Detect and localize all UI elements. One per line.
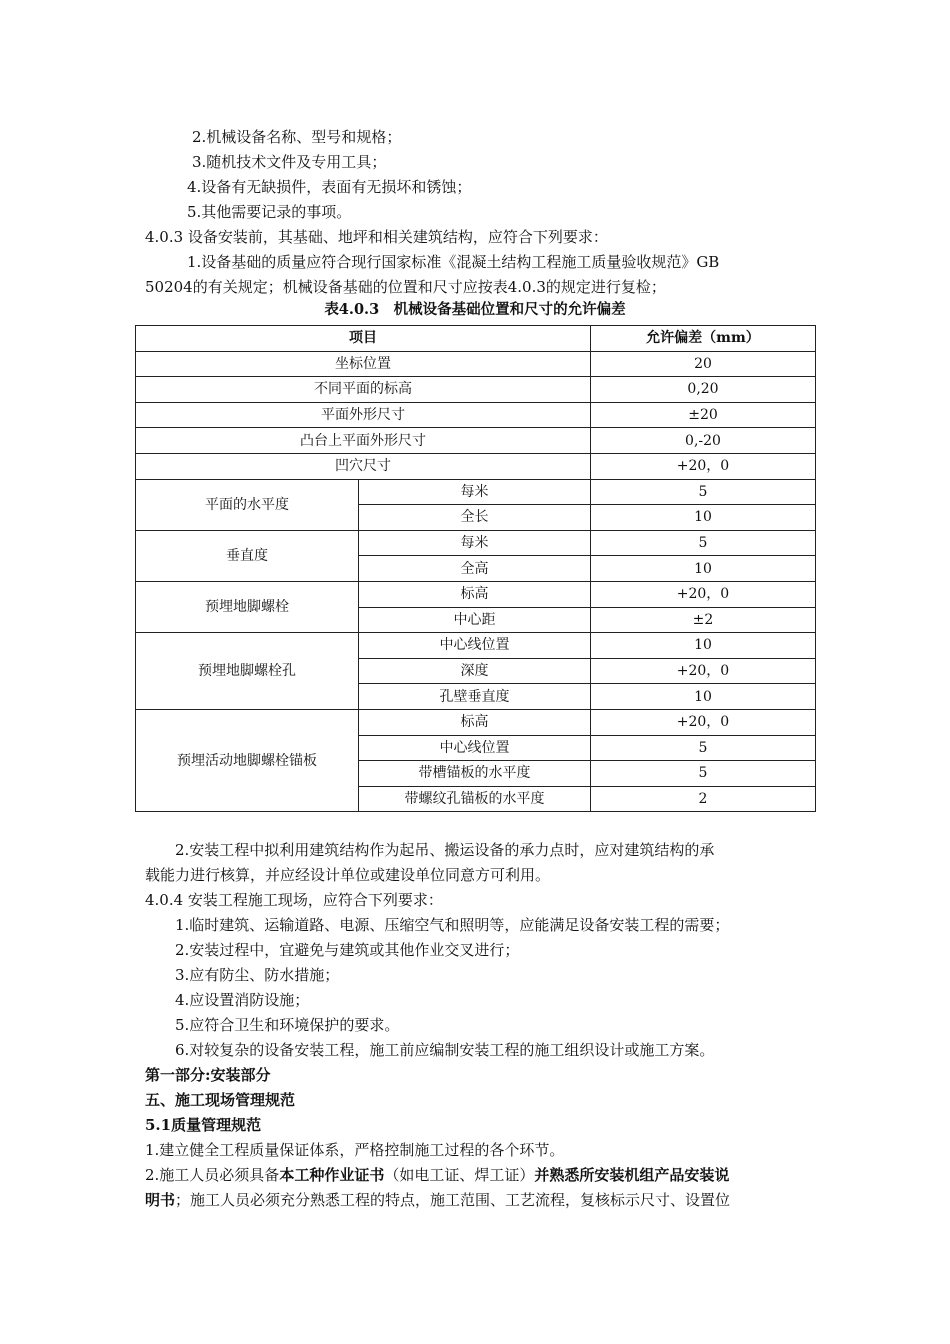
rule-2-prefix: 2.施工人员必须具备 xyxy=(145,1166,280,1184)
sub-item: 深度 xyxy=(359,658,591,684)
row-value: 5 xyxy=(591,479,816,505)
sub-item: 标高 xyxy=(359,581,591,607)
row-item: 凹穴尺寸 xyxy=(136,453,591,479)
clause-4-0-4-item6: 6.对较复杂的设备安装工程，施工前应编制安装工程的施工组织设计或施工方案。 xyxy=(175,1041,715,1059)
table-row xyxy=(136,377,816,403)
sub-item: 中心线位置 xyxy=(359,633,591,659)
table-row xyxy=(136,402,816,428)
table-row xyxy=(136,530,816,556)
sub-item: 孔壁垂直度 xyxy=(359,684,591,710)
row-value: +20，0 xyxy=(591,581,816,607)
clause-4-0-4-item5: 5.应符合卫生和环境保护的要求。 xyxy=(175,1016,400,1034)
row-item: 凸台上平面外形尺寸 xyxy=(136,428,591,454)
clause-4-0-3-item2-line1: 2.安装工程中拟利用建筑结构作为起吊、搬运设备的承力点时，应对建筑结构的承 xyxy=(175,841,715,859)
sub-item: 带螺纹孔锚板的水平度 xyxy=(359,786,591,812)
row-value: 0,20 xyxy=(591,377,816,403)
item-3: 3.随机技术文件及专用工具； xyxy=(192,153,387,171)
clause-4-0-4: 4.0.4 安装工程施工现场，应符合下列要求： xyxy=(145,891,443,909)
header-item: 项目 xyxy=(136,326,591,352)
header-tolerance: 允许偏差（mm） xyxy=(591,326,816,352)
table-row xyxy=(136,453,816,479)
clause-4-0-3-item1-line1: 1.设备基础的质量应符合现行国家标准《混凝土结构工程施工质量验收规范》GB xyxy=(187,253,720,271)
rule-2-bold-certificate: 本工种作业证书 xyxy=(279,1166,385,1184)
sub-item: 中心线位置 xyxy=(359,735,591,761)
row-value: 10 xyxy=(591,505,816,531)
group-item: 平面的水平度 xyxy=(136,479,359,530)
row-item: 不同平面的标高 xyxy=(136,377,591,403)
tolerance-table xyxy=(135,325,816,812)
sub-item: 全长 xyxy=(359,505,591,531)
table-row xyxy=(136,351,816,377)
sub-item: 每米 xyxy=(359,479,591,505)
group-item: 垂直度 xyxy=(136,530,359,581)
clause-4-0-3: 4.0.3 设备安装前，其基础、地坪和相关建筑结构，应符合下列要求： xyxy=(145,228,608,246)
table-row xyxy=(136,709,816,735)
sub-item: 标高 xyxy=(359,709,591,735)
group-item: 预埋活动地脚螺栓锚板 xyxy=(136,709,359,811)
row-value: +20，0 xyxy=(591,709,816,735)
sub-item: 带槽锚板的水平度 xyxy=(359,761,591,787)
row-value: 5 xyxy=(591,735,816,761)
rule-2-bold-manual: 并熟悉所安装机组产品安装说 xyxy=(534,1166,730,1184)
row-value: 5 xyxy=(591,761,816,787)
sub-item: 每米 xyxy=(359,530,591,556)
clause-4-0-4-item3: 3.应有防尘、防水措施； xyxy=(175,966,340,984)
rule-2-line1 xyxy=(145,1164,729,1186)
section-title: 五、施工现场管理规范 xyxy=(145,1091,296,1109)
table-header-row xyxy=(136,326,816,352)
rule-2-mid: （如电工证、焊工证） xyxy=(384,1166,535,1184)
row-value: ±2 xyxy=(591,607,816,633)
clause-4-0-4-item1: 1.临时建筑、运输道路、电源、压缩空气和照明等，应能满足设备安装工程的需要； xyxy=(175,916,730,934)
clause-4-0-4-item2: 2.安装过程中，宜避免与建筑或其他作业交叉进行； xyxy=(175,941,520,959)
row-value: 2 xyxy=(591,786,816,812)
table-caption: 表4.0.3 机械设备基础位置和尺寸的允许偏差 xyxy=(324,301,626,318)
table-row xyxy=(136,479,816,505)
clause-4-0-3-item2-line2: 载能力进行核算，并应经设计单位或建设单位同意方可利用。 xyxy=(145,866,551,884)
rule-1: 1.建立健全工程质量保证体系，严格控制施工过程的各个环节。 xyxy=(145,1141,565,1159)
rule-2-line2-rest: ；施工人员必须充分熟悉工程的特点，施工范围、工艺流程，复核标示尺寸、设置位 xyxy=(175,1191,731,1209)
table-row xyxy=(136,633,816,659)
subsection-title: 5.1质量管理规范 xyxy=(145,1116,262,1134)
table-row xyxy=(136,428,816,454)
row-value: 5 xyxy=(591,530,816,556)
row-value: 10 xyxy=(591,684,816,710)
table-row xyxy=(136,581,816,607)
sub-item: 中心距 xyxy=(359,607,591,633)
sub-item: 全高 xyxy=(359,556,591,582)
rule-2-line2-bold: 明书 xyxy=(145,1191,176,1209)
group-item: 预埋地脚螺栓 xyxy=(136,581,359,632)
row-value: 0,-20 xyxy=(591,428,816,454)
rule-2-line2 xyxy=(145,1189,730,1211)
row-value: +20，0 xyxy=(591,658,816,684)
row-value: 10 xyxy=(591,556,816,582)
row-value: 20 xyxy=(591,351,816,377)
clause-4-0-3-item1-line2: 50204的有关规定；机械设备基础的位置和尺寸应按表4.0.3的规定进行复检； xyxy=(145,278,666,296)
item-5: 5.其他需要记录的事项。 xyxy=(187,203,352,221)
part-title: 第一部分:安装部分 xyxy=(145,1066,271,1084)
row-value: ±20 xyxy=(591,402,816,428)
clause-4-0-4-item4: 4.应设置消防设施； xyxy=(175,991,310,1009)
row-value: +20，0 xyxy=(591,453,816,479)
item-4: 4.设备有无缺损件，表面有无损坏和锈蚀； xyxy=(187,178,472,196)
group-item: 预埋地脚螺栓孔 xyxy=(136,633,359,710)
row-item: 坐标位置 xyxy=(136,351,591,377)
row-item: 平面外形尺寸 xyxy=(136,402,591,428)
row-value: 10 xyxy=(591,633,816,659)
item-2: 2.机械设备名称、型号和规格； xyxy=(192,128,402,146)
